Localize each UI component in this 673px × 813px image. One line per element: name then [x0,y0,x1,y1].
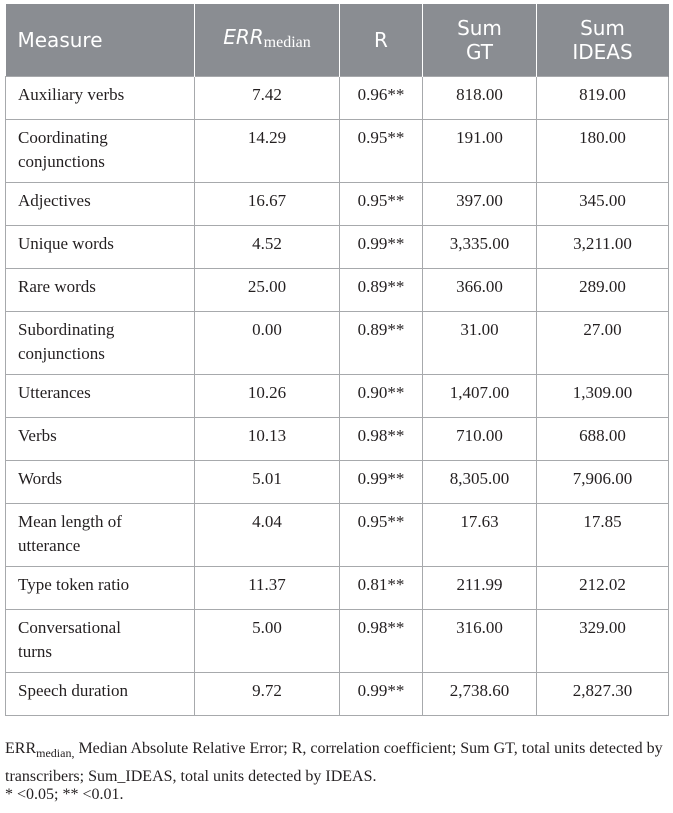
footnote-err-sub: median, [36,746,75,761]
cell-measure [6,375,195,418]
cell-sum-ideas: 329.00 [537,610,669,673]
cell-err-median: 4.04 [195,504,340,567]
footnote-abbreviations [5,737,668,788]
cell-measure [6,673,195,716]
cell-measure [6,120,195,183]
cell-measure [6,312,195,375]
cell-sum-ideas: 688.00 [537,418,669,461]
table-row [6,673,669,716]
cell-measure [6,183,195,226]
cell-r: 0.95** [340,183,423,226]
footnote-err: ERR [5,740,37,757]
cell-measure-line: conjunctions [18,344,105,363]
cell-r: 0.95** [340,504,423,567]
cell-measure-line: utterance [18,536,81,555]
table-row [6,120,669,183]
cell-measure-line: Auxiliary verbs [18,85,125,104]
cell-measure [6,567,195,610]
cell-measure-line: Conversational [18,618,121,637]
header-sum-gt-line2: GT [465,40,493,64]
cell-r: 0.98** [340,418,423,461]
cell-measure-line: Utterances [18,383,91,402]
cell-sum-gt: 1,407.00 [423,375,537,418]
table-body [6,77,669,716]
cell-sum-gt: 17.63 [423,504,537,567]
cell-sum-gt: 31.00 [423,312,537,375]
cell-sum-ideas: 7,906.00 [537,461,669,504]
cell-err-median: 10.13 [195,418,340,461]
cell-measure-line: Coordinating [18,128,108,147]
cell-sum-ideas: 17.85 [537,504,669,567]
table-row [6,226,669,269]
cell-measure-line: Subordinating [18,320,115,339]
cell-measure-line: Unique words [18,234,114,253]
cell-measure [6,504,195,567]
table-row [6,461,669,504]
cell-measure-line: conjunctions [18,152,105,171]
cell-sum-ideas: 27.00 [537,312,669,375]
cell-r: 0.99** [340,673,423,716]
cell-sum-gt: 3,335.00 [423,226,537,269]
cell-sum-gt: 2,738.60 [423,673,537,716]
cell-measure [6,461,195,504]
cell-sum-ideas: 212.02 [537,567,669,610]
cell-measure [6,610,195,673]
cell-r: 0.96** [340,77,423,120]
cell-sum-gt: 366.00 [423,269,537,312]
header-err-median [195,4,340,77]
cell-measure-line: turns [18,642,52,661]
cell-sum-ideas: 289.00 [537,269,669,312]
table-row [6,269,669,312]
cell-sum-ideas: 1,309.00 [537,375,669,418]
cell-err-median: 9.72 [195,673,340,716]
cell-r: 0.89** [340,269,423,312]
cell-sum-ideas: 180.00 [537,120,669,183]
cell-sum-gt: 8,305.00 [423,461,537,504]
table-row [6,504,669,567]
header-row [6,4,669,77]
table-row [6,183,669,226]
table-row [6,312,669,375]
cell-err-median: 5.00 [195,610,340,673]
cell-r: 0.98** [340,610,423,673]
cell-sum-ideas: 2,827.30 [537,673,669,716]
table-row [6,375,669,418]
table-row [6,567,669,610]
table-row [6,77,669,120]
table-row [6,610,669,673]
cell-err-median: 11.37 [195,567,340,610]
header-sum-ideas-line2: IDEAS [572,40,633,64]
header-measure: Measure [6,4,195,77]
cell-err-median: 4.52 [195,226,340,269]
cell-err-median: 10.26 [195,375,340,418]
header-sum-gt-line1: Sum [457,16,502,40]
cell-measure [6,418,195,461]
cell-measure-line: Adjectives [18,191,91,210]
cell-sum-gt: 211.99 [423,567,537,610]
cell-r: 0.99** [340,226,423,269]
header-err-sub: median [263,34,311,51]
cell-r: 0.89** [340,312,423,375]
cell-measure-line: Speech duration [18,681,128,700]
table-row [6,418,669,461]
cell-measure [6,77,195,120]
cell-sum-ideas: 345.00 [537,183,669,226]
header-sum-gt [423,4,537,77]
cell-sum-gt: 710.00 [423,418,537,461]
header-sum-ideas [537,4,669,77]
cell-sum-ideas: 3,211.00 [537,226,669,269]
header-r: R [340,4,423,77]
footnote-abbr-text: Median Absolute Relative Error; R, correlation coefficient; Sum GT, total units detected by transcribers; Sum_IDEAS, total units detected by IDEAS. [5,740,663,786]
cell-sum-gt: 316.00 [423,610,537,673]
header-err-main: ERR [223,25,264,49]
footnote-significance: * <0.05; ** <0.01. [5,786,124,803]
results-table [5,4,669,716]
cell-err-median: 25.00 [195,269,340,312]
cell-r: 0.90** [340,375,423,418]
header-sum-ideas-line1: Sum [580,16,625,40]
cell-err-median: 14.29 [195,120,340,183]
cell-r: 0.99** [340,461,423,504]
cell-measure-line: Words [18,469,62,488]
cell-err-median: 0.00 [195,312,340,375]
cell-err-median: 5.01 [195,461,340,504]
cell-measure-line: Rare words [18,277,96,296]
cell-r: 0.81** [340,567,423,610]
cell-r: 0.95** [340,120,423,183]
cell-sum-ideas: 819.00 [537,77,669,120]
cell-measure-line: Verbs [18,426,57,445]
cell-sum-gt: 397.00 [423,183,537,226]
cell-measure-line: Mean length of [18,512,122,531]
cell-sum-gt: 818.00 [423,77,537,120]
cell-err-median: 16.67 [195,183,340,226]
cell-measure-line: Type token ratio [18,575,130,594]
cell-measure [6,226,195,269]
cell-err-median: 7.42 [195,77,340,120]
cell-measure [6,269,195,312]
cell-sum-gt: 191.00 [423,120,537,183]
